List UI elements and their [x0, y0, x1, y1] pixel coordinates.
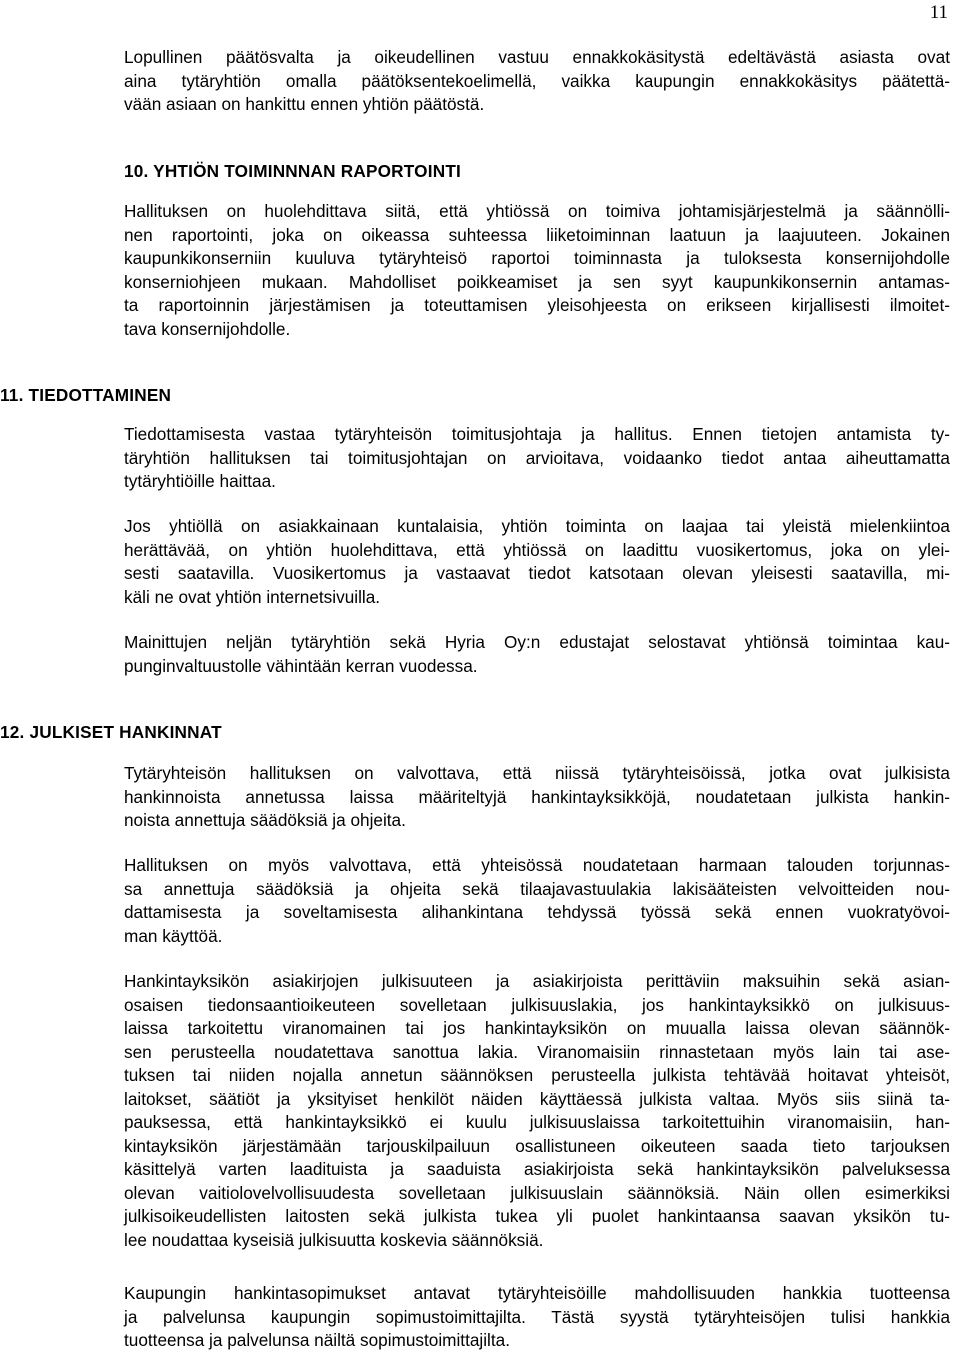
- text-line: Lopullinen päätösvalta ja oikeudellinen vastuu ennakkokäsitystä edeltävästä asiasta ovat: [124, 47, 950, 67]
- text-line: tuotteensa ja palvelunsa näiltä sopimustoimittajilta.: [124, 1330, 510, 1350]
- text-line: ta raportoinnin järjestämisen ja toteuttamisen yleisohjeesta on erikseen kirjallisesti ilmoitet-: [124, 295, 950, 315]
- section-10-paragraph-1: [124, 200, 950, 341]
- text-line: sen perusteella noudatettava sanottua lakia. Viranomaisiin rinnastetaan myös lain tai ase-: [124, 1041, 950, 1062]
- intro-paragraph: [124, 46, 950, 117]
- section-11-paragraph-1: [124, 423, 950, 494]
- section-11-paragraph-3: [124, 631, 950, 678]
- text-line: dattamisesta ja soveltamisesta alihankintana tehdyssä työssä sekä ennen vuokratyövoi-: [124, 902, 950, 922]
- text-line: täryhtiön hallituksen tai toimitusjohtajan on arvioitava, voidaanko tiedot antaa aiheuttamatta: [124, 447, 950, 468]
- text-line: kintayksikön järjestämään tarjouskilpailuun osallistuneen oikeuteen saada tieto tarjouksen: [124, 1135, 950, 1156]
- text-line: julkisoikeudellisten laitosten sekä julkista tukea yli puolet hankintaansa saavan yksikön tu-: [124, 1206, 950, 1226]
- section-12-paragraph-2: [124, 854, 950, 948]
- text-line: käsittelyä varten laadituista ja saaduista asiakirjoista sekä hankintayksikön palveluksessa: [124, 1159, 950, 1179]
- text-line: aina tytäryhtiön omalla päätöksentekoelimellä, vaikka kaupungin ennakkokäsitys päätettä-: [124, 70, 950, 91]
- text-line: punginvaltuustolle vähintään kerran vuodessa.: [124, 655, 478, 676]
- text-line: tytäryhtiöille haittaa.: [124, 471, 276, 491]
- text-line: kaupunkikonserniin kuuluva tytäryhteisö raportoi toiminnasta ja tuloksesta konsernijohdolle: [124, 248, 950, 268]
- section-11-paragraph-2: [124, 515, 950, 609]
- text-line: tuksen tai niiden nojalla annetun säännöksen perusteella julkista tehtävää hoitavat yhteisöt,: [124, 1065, 950, 1085]
- text-line: sesti saatavilla. Vuosikertomus ja vastaavat tiedot katsotaan olevan yleisesti saatavilla, mi-: [124, 563, 950, 583]
- section-heading-11: 11. TIEDOTTAMINEN: [0, 385, 172, 405]
- text-line: Mainittujen neljän tytäryhtiön sekä Hyria Oy:n edustajat selostavat yhtiönsä toimintaa kau-: [124, 632, 950, 652]
- text-line: vään asiaan on hankittu ennen yhtiön päätöstä.: [124, 94, 485, 114]
- section-12-paragraph-4: [124, 1282, 950, 1353]
- page-number: 11: [929, 2, 948, 23]
- text-line: Jos yhtiöllä on asiakkainaan kuntalaisia, yhtiön toiminta on laajaa tai yleistä mielenkiintoa: [124, 516, 950, 536]
- text-line: lee noudattaa kyseisiä julkisuutta koskevia säännöksiä.: [124, 1229, 544, 1250]
- text-line: osaisen tiedonsaantioikeuteen sovelletaan julkisuuslakia, jos hankintayksikkö on julkisuus-: [124, 994, 950, 1015]
- section-12-paragraph-3: [124, 970, 950, 1252]
- text-line: käli ne ovat yhtiön internetsivuilla.: [124, 586, 381, 607]
- section-heading-12: 12. JULKISET HANKINNAT: [0, 722, 222, 742]
- text-line: laitokset, säätiöt ja yksityiset henkilöt näiden käyttäessä julkista valtaa. Myös siis siinä ta-: [124, 1088, 950, 1109]
- text-line: konserniohjeen mukaan. Mahdolliset poikkeamiset ja sen syyt kaupunkikonsernin antamas-: [124, 271, 950, 292]
- text-line: herättävää, on yhtiön huolehdittava, että yhtiössä on laadittu vuosikertomus, joka on ylei-: [124, 539, 950, 560]
- text-line: nen raportointi, joka on oikeassa suhteessa liiketoiminnan laatuun ja laajuuteen. Jokainen: [124, 224, 950, 245]
- text-line: Tiedottamisesta vastaa tytäryhteisön toimitusjohtaja ja hallitus. Ennen tietojen antamista ty-: [124, 424, 950, 444]
- text-line: Tytäryhteisön hallituksen on valvottava, että niissä tytäryhteisöissä, jotka ovat julkisista: [124, 763, 950, 783]
- section-12-paragraph-1: [124, 762, 950, 833]
- text-line: olevan vaitiolovelvollisuudesta sovelletaan julkisuuslain säännöksiä. Näin ollen esimerkiksi: [124, 1182, 950, 1203]
- text-line: Hallituksen on myös valvottava, että yhteisössä noudatetaan harmaan talouden torjunnas-: [124, 855, 950, 875]
- text-line: pauksessa, että hankintayksikkö ei kuulu julkisuuslaissa tarkoitettuihin viranomaisiin, han-: [124, 1112, 950, 1132]
- text-line: noista annettuja säädöksiä ja ohjeita.: [124, 810, 406, 830]
- text-line: ja palvelunsa kaupungin sopimustoimittajilta. Tästä syystä tytäryhteisöjen tulisi hankkia: [124, 1306, 950, 1327]
- text-line: Hallituksen on huolehdittava siitä, että yhtiössä on toimiva johtamisjärjestelmä ja säännölli-: [124, 201, 950, 221]
- text-line: sa annettuja säädöksiä ja ohjeita sekä tilaajavastuulakia lakisääteisten velvoitteiden nou-: [124, 878, 950, 899]
- text-line: hankinnoista annetussa laissa määriteltyjä hankintayksikköjä, noudatetaan julkista hankin-: [124, 786, 950, 807]
- text-line: laissa tarkoitettu viranomainen tai jos hankintayksikön on muualla laissa olevan säännök-: [124, 1018, 950, 1038]
- text-line: Kaupungin hankintasopimukset antavat tytäryhteisöille mahdollisuuden hankkia tuotteensa: [124, 1283, 950, 1303]
- text-line: Hankintayksikön asiakirjojen julkisuuteen ja asiakirjoista perittäviin maksuihin sekä asian-: [124, 971, 950, 991]
- text-line: tava konsernijohdolle.: [124, 318, 291, 339]
- section-heading-10: 10. YHTIÖN TOIMINNNAN RAPORTOINTI: [124, 161, 462, 181]
- text-line: man käyttöä.: [124, 925, 223, 946]
